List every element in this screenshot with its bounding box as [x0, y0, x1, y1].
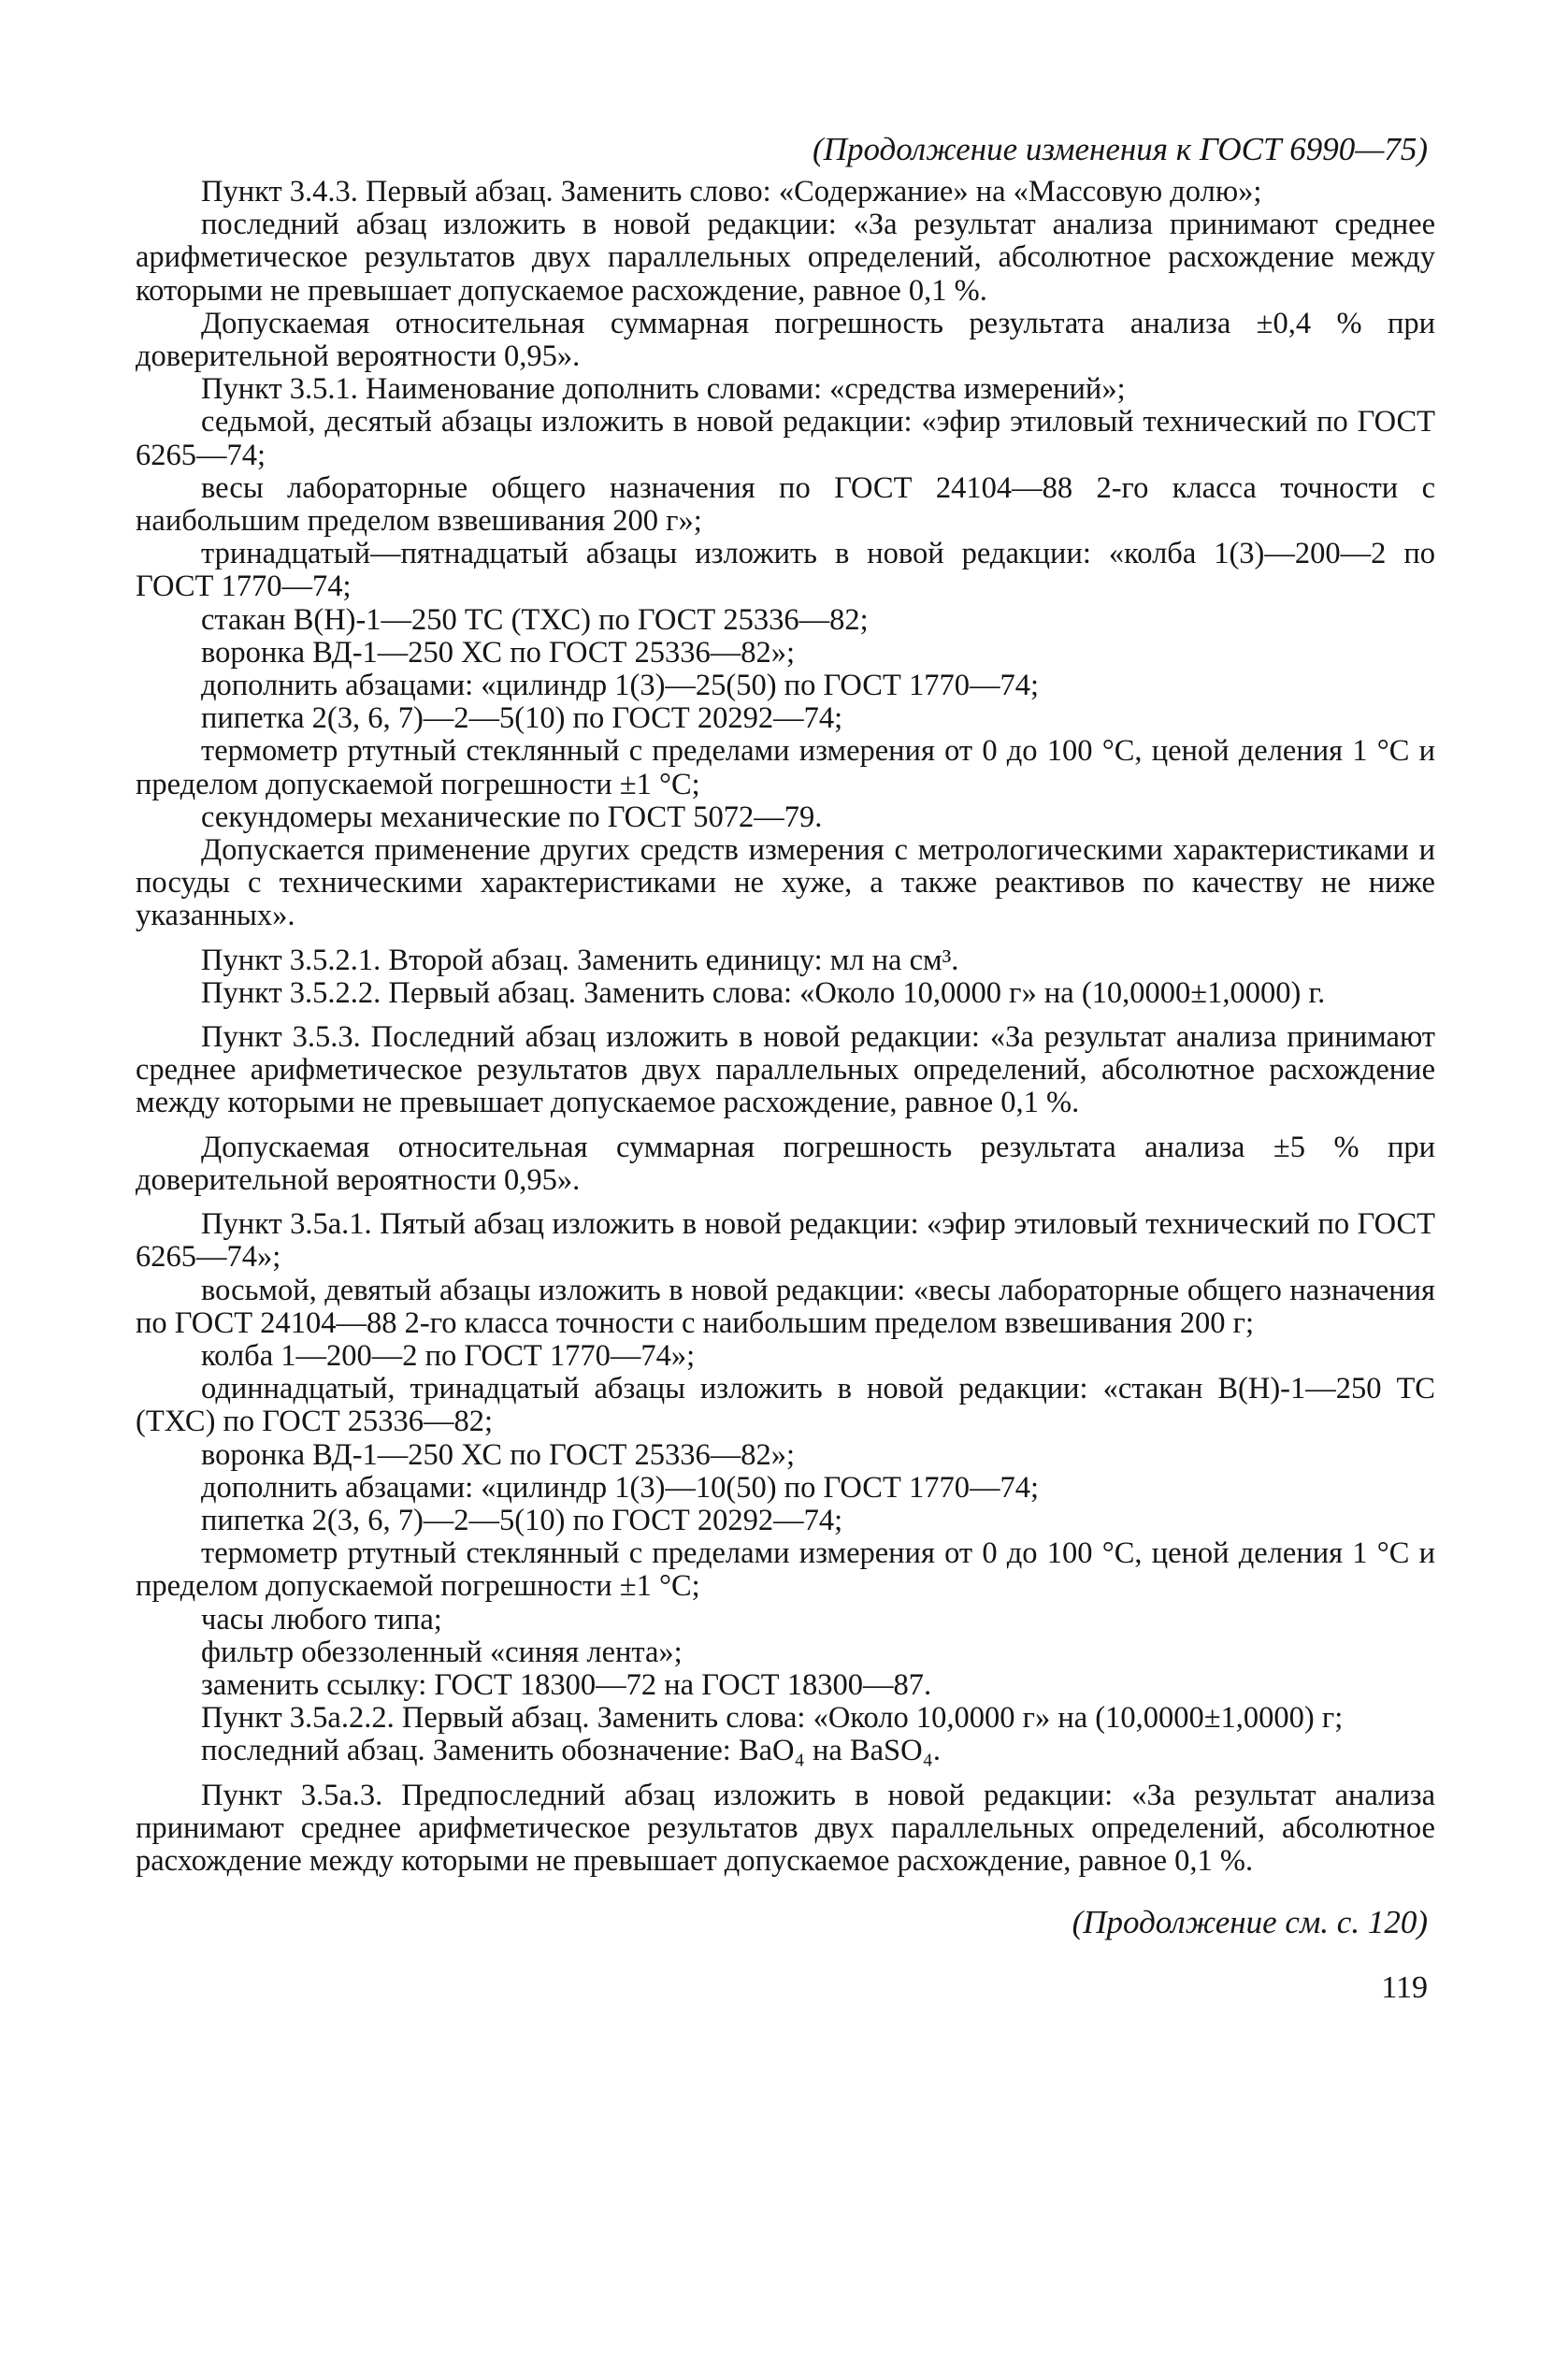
paragraph-17: Пункт 3.5.3. Последний абзац изложить в новой редакции: «За результат анализа принимают среднее арифметическое результатов двух параллельных определений, абсолютное расхождение между которыми не превышает допускаемое расхождение, равное 0,1 %.: [136, 1020, 1435, 1120]
paragraph-25: пипетка 2(3, 6, 7)—2—5(10) по ГОСТ 20292—74;: [201, 1503, 843, 1537]
paragraph-16: Пункт 3.5.2.2. Первый абзац. Заменить слова: «Около 10,0000 г» на (10,0000±1,0000) г.: [201, 975, 1326, 1010]
paragraph-21: колба 1—200—2 по ГОСТ 1770—74»;: [201, 1338, 696, 1373]
paragraph-4: Пункт 3.5.1. Наименование дополнить словами: «средства измерений»;: [201, 372, 1126, 407]
paragraph-19: Пункт 3.5а.1. Пятый абзац изложить в новой редакции: «эфир этиловый технический по ГОСТ 6265—74»;: [136, 1207, 1435, 1275]
paragraph-13: секундомеры механические по ГОСТ 5072—79.: [201, 800, 823, 834]
paragraph-27: часы любого типа;: [201, 1602, 442, 1636]
continuation-footer: (Продолжение см. с. 120): [1072, 1904, 1428, 1941]
page-number: 119: [1381, 1970, 1428, 2006]
paragraph-15: Пункт 3.5.2.1. Второй абзац. Заменить единицу: мл на см³.: [201, 943, 959, 977]
paragraph-30: Пункт 3.5а.2.2. Первый абзац. Заменить слова: «Около 10,0000 г» на (10,0000±1,0000) г;: [201, 1701, 1344, 1736]
paragraph-29: заменить ссылку: ГОСТ 18300—72 на ГОСТ 18300—87.: [201, 1667, 932, 1702]
paragraph-22: одиннадцатый, тринадцатый абзацы изложить в новой редакции: «стакан В(Н)-1—250 ТС (ТХС) по ГОСТ 25336—82;: [136, 1372, 1435, 1439]
paragraph-23: воронка ВД-1—250 ХС по ГОСТ 25336—82»;: [201, 1437, 796, 1472]
paragraph-6: весы лабораторные общего назначения по ГОСТ 24104—88 2-го класса точности с наибольшим пределом взвешивания 200 г»;: [136, 470, 1435, 539]
paragraph-9: воронка ВД-1—250 ХС по ГОСТ 25336—82»;: [201, 635, 796, 670]
paragraph-5: седьмой, десятый абзацы изложить в новой редакции: «эфир этиловый технический по ГОСТ 6265—74;: [136, 405, 1435, 472]
paragraph-26: термометр ртутный стеклянный с пределами измерения от 0 до 100 °С, ценой деления 1 °С и пределом допускаемой погрешности ±1 °С;: [136, 1536, 1435, 1604]
paragraph-24: дополнить абзацами: «цилиндр 1(3)—10(50) по ГОСТ 1770—74;: [201, 1470, 1039, 1505]
document-page: [136, 131, 1435, 2007]
paragraph-10: дополнить абзацами: «цилиндр 1(3)—25(50) по ГОСТ 1770—74;: [201, 669, 1039, 703]
paragraph-7: тринадцатый—пятнадцатый абзацы изложить в новой редакции: «колба 1(3)—200—2 по ГОСТ 1770—74;: [136, 537, 1435, 604]
paragraph-3: Допускаемая относительная суммарная погрешность результата анализа ±0,4 % при доверительной вероятности 0,95».: [136, 306, 1435, 374]
paragraph-32: Пункт 3.5а.3. Предпоследний абзац изложить в новой редакции: «За результат анализа принимают среднее арифметическое результатов двух параллельных определений, абсолютное расхождение между которыми не превышает допускаемое расхождение, равное 0,1 %.: [136, 1778, 1435, 1878]
continuation-header: (Продолжение изменения к ГОСТ 6990—75): [813, 131, 1428, 167]
paragraph-12: термометр ртутный стеклянный с пределами измерения от 0 до 100 °С, ценой деления 1 °С и пределом допускаемой погрешности ±1 °С;: [136, 734, 1435, 801]
paragraph-20: восьмой, девятый абзацы изложить в новой редакции: «весы лабораторные общего назначения по ГОСТ 24104—88 2-го класса точности с наибольшим пределом взвешивания 200 г;: [136, 1273, 1435, 1340]
paragraph-2: последний абзац изложить в новой редакции: «За результат анализа принимают среднее арифметическое результатов двух параллельных определений, абсолютное расхождение между которыми не превышает допускаемое расхождение, равное 0,1 %.: [136, 208, 1435, 308]
paragraph-1: Пункт 3.4.3. Первый абзац. Заменить слово: «Содержание» на «Массовую долю»;: [201, 175, 1262, 209]
body-text: [136, 176, 1435, 1878]
paragraph-14: Допускается применение других средств измерения с метрологическими характеристиками и посуды с техническими характеристиками не хуже, а также реактивов по качеству не ниже указанных».: [136, 833, 1435, 933]
paragraph-18: Допускаемая относительная суммарная погрешность результата анализа ±5 % при доверительной вероятности 0,95».: [136, 1130, 1435, 1197]
paragraph-28: фильтр обеззоленный «синяя лента»;: [201, 1635, 683, 1669]
paragraph-8: стакан В(Н)-1—250 ТС (ТХС) по ГОСТ 25336—82;: [201, 602, 869, 637]
paragraph-11: пипетка 2(3, 6, 7)—2—5(10) по ГОСТ 20292—74;: [201, 701, 843, 736]
paragraph-31: последний абзац. Заменить обозначение: BaO₄ на BaSO₄.: [201, 1734, 942, 1768]
